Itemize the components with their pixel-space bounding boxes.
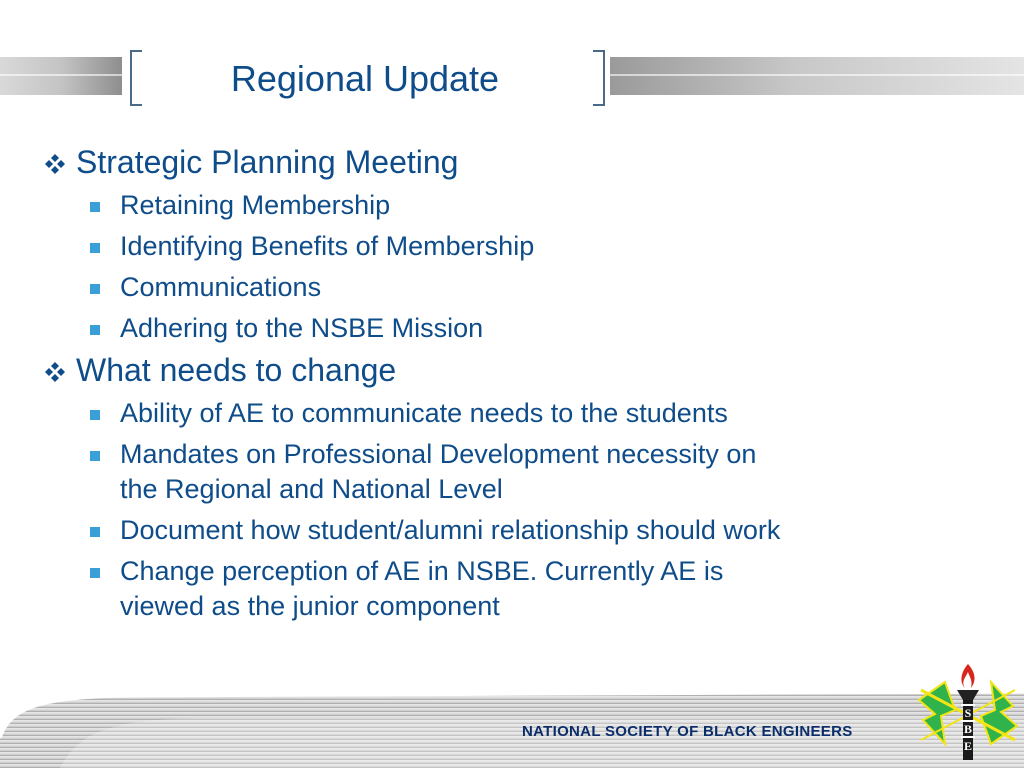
square-bullet-icon: [90, 410, 100, 420]
square-bullet-icon: [90, 202, 100, 212]
title-bar-right: [610, 57, 1024, 95]
list-item-text-line2: the Regional and National Level: [120, 474, 503, 504]
square-bullet-icon: [90, 325, 100, 335]
list-item-text: Document how student/alumni relationship should work: [120, 515, 781, 545]
diamond-bullet-icon: [44, 361, 66, 383]
list-item-text-line1: Mandates on Professional Development necessity on: [120, 439, 757, 469]
footer-org-name: NATIONAL SOCIETY OF BLACK ENGINEERS: [522, 723, 853, 740]
list-item-text-line2: viewed as the junior component: [120, 591, 500, 621]
list-item: [42, 554, 982, 624]
list-item-text-line1: Change perception of AE in NSBE. Currently AE is: [120, 556, 724, 586]
section-heading-text: Strategic Planning Meeting: [76, 144, 459, 180]
list-item: [42, 270, 982, 305]
logo-letter-b: B: [963, 722, 973, 736]
section-heading: [42, 350, 982, 390]
logo-letter-s: S: [964, 706, 972, 720]
list-item: [42, 396, 982, 431]
list-item-text: Ability of AE to communicate needs to the students: [120, 398, 728, 428]
list-item-text: Identifying Benefits of Membership: [120, 231, 535, 261]
section-heading-text: What needs to change: [76, 352, 397, 388]
list-item: [42, 513, 982, 548]
square-bullet-icon: [90, 568, 100, 578]
slide-title: Regional Update: [230, 58, 500, 99]
logo-letter-e: E: [963, 739, 973, 753]
square-bullet-icon: [90, 451, 100, 461]
square-bullet-icon: [90, 284, 100, 294]
list-item: [42, 311, 982, 346]
square-bullet-icon: [90, 527, 100, 537]
square-bullet-icon: [90, 243, 100, 253]
list-item-text: Retaining Membership: [120, 190, 391, 220]
slide-content: [42, 140, 982, 628]
title-bracket-right: [593, 50, 605, 106]
list-item-text: Adhering to the NSBE Mission: [120, 313, 484, 343]
section-heading: [42, 142, 982, 182]
nsbe-torch-logo: [915, 660, 1021, 766]
footer-swoosh: [0, 668, 1024, 768]
list-item: [42, 437, 982, 507]
list-item: [42, 188, 982, 223]
list-item-text: Communications: [120, 272, 322, 302]
title-bar-left: [0, 57, 122, 95]
diamond-bullet-icon: [44, 153, 66, 175]
title-bracket-left: [130, 50, 142, 106]
list-item: [42, 229, 982, 264]
